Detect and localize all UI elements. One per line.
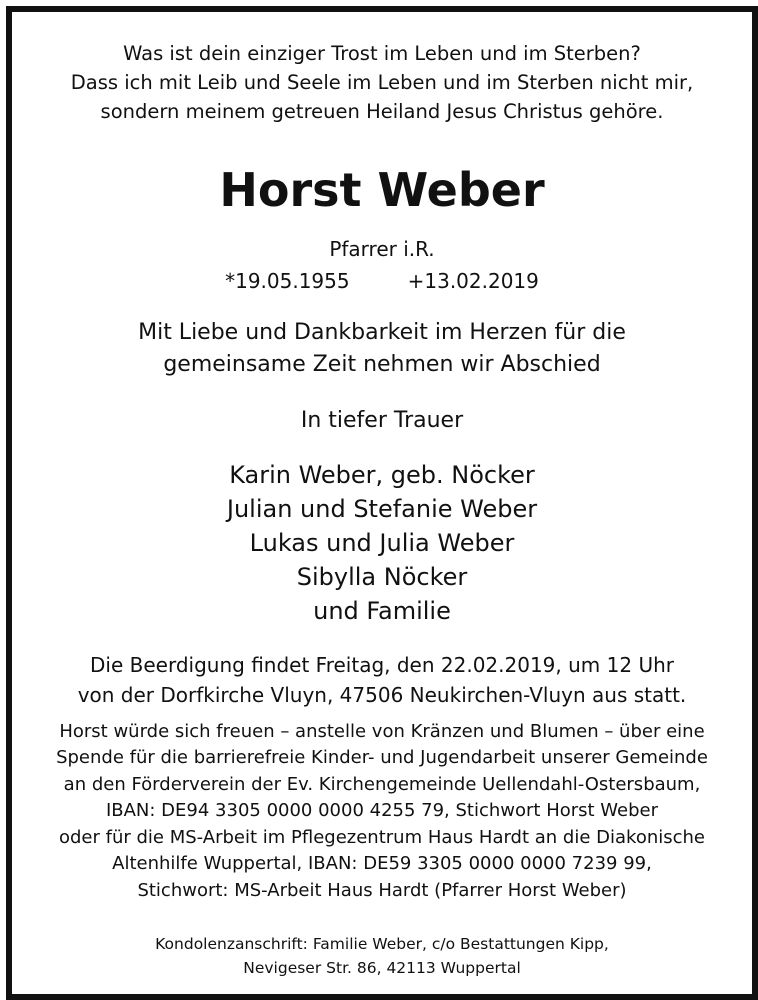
deceased-name: Horst Weber — [219, 163, 545, 217]
family-member: Sibylla Nöcker — [296, 563, 468, 591]
thanks-line-2: gemeinsame Zeit nehmen wir Abschied — [163, 352, 601, 377]
thanks-line-1: Mit Liebe und Dankbarkeit im Herzen für die — [138, 320, 626, 345]
birth-date: *19.05.1955 — [225, 269, 350, 293]
donation-line: oder für die MS-Arbeit im Pflegezentrum Haus Hardt an die Diakonische — [58, 827, 705, 848]
obituary-frame — [6, 6, 758, 1000]
condolence-line-2: Nevigeser Str. 86, 42113 Wuppertal — [243, 959, 521, 977]
family-member: und Familie — [313, 597, 451, 625]
family-member: Julian und Stefanie Weber — [226, 495, 538, 523]
donation-line: Spende für die barrierefreie Kinder- und Jugendarbeit unserer Gemeinde — [56, 747, 708, 768]
mourning-heading: In tiefer Trauer — [300, 408, 464, 433]
obituary-content — [12, 12, 752, 994]
burial-line-1: Die Beerdigung findet Freitag, den 22.02.2019, um 12 Uhr — [90, 653, 674, 677]
donation-line: Stichwort: MS-Arbeit Haus Hardt (Pfarrer Horst Weber) — [137, 880, 627, 901]
burial-line-2: von der Dorfkirche Vluyn, 47506 Neukirchen-Vluyn aus statt. — [77, 683, 687, 707]
condolence-line-1: Kondolenzanschrift: Familie Weber, c/o Bestattungen Kipp, — [155, 935, 609, 953]
verse-line-1: Was ist dein einziger Trost im Leben und im Sterben? — [123, 42, 641, 65]
donation-line: Horst würde sich freuen – anstelle von Kränzen und Blumen – über eine — [59, 721, 705, 742]
family-member: Karin Weber, geb. Nöcker — [229, 461, 535, 489]
life-dates — [12, 268, 752, 294]
donation-line: an den Förderverein der Ev. Kirchengemeinde Uellendahl-Ostersbaum, — [63, 774, 701, 795]
death-date: +13.02.2019 — [407, 269, 539, 293]
deceased-title: Pfarrer i.R. — [329, 237, 435, 261]
verse-line-3: sondern meinem getreuen Heiland Jesus Christus gehöre. — [100, 100, 664, 123]
verse-line-2: Dass ich mit Leib und Seele im Leben und im Sterben nicht mir, — [70, 71, 694, 94]
family-member: Lukas und Julia Weber — [249, 529, 515, 557]
donation-line: Altenhilfe Wuppertal, IBAN: DE59 3305 0000 0000 7239 99, — [112, 853, 652, 874]
donation-line: IBAN: DE94 3305 0000 0000 4255 79, Stichwort Horst Weber — [105, 800, 659, 821]
